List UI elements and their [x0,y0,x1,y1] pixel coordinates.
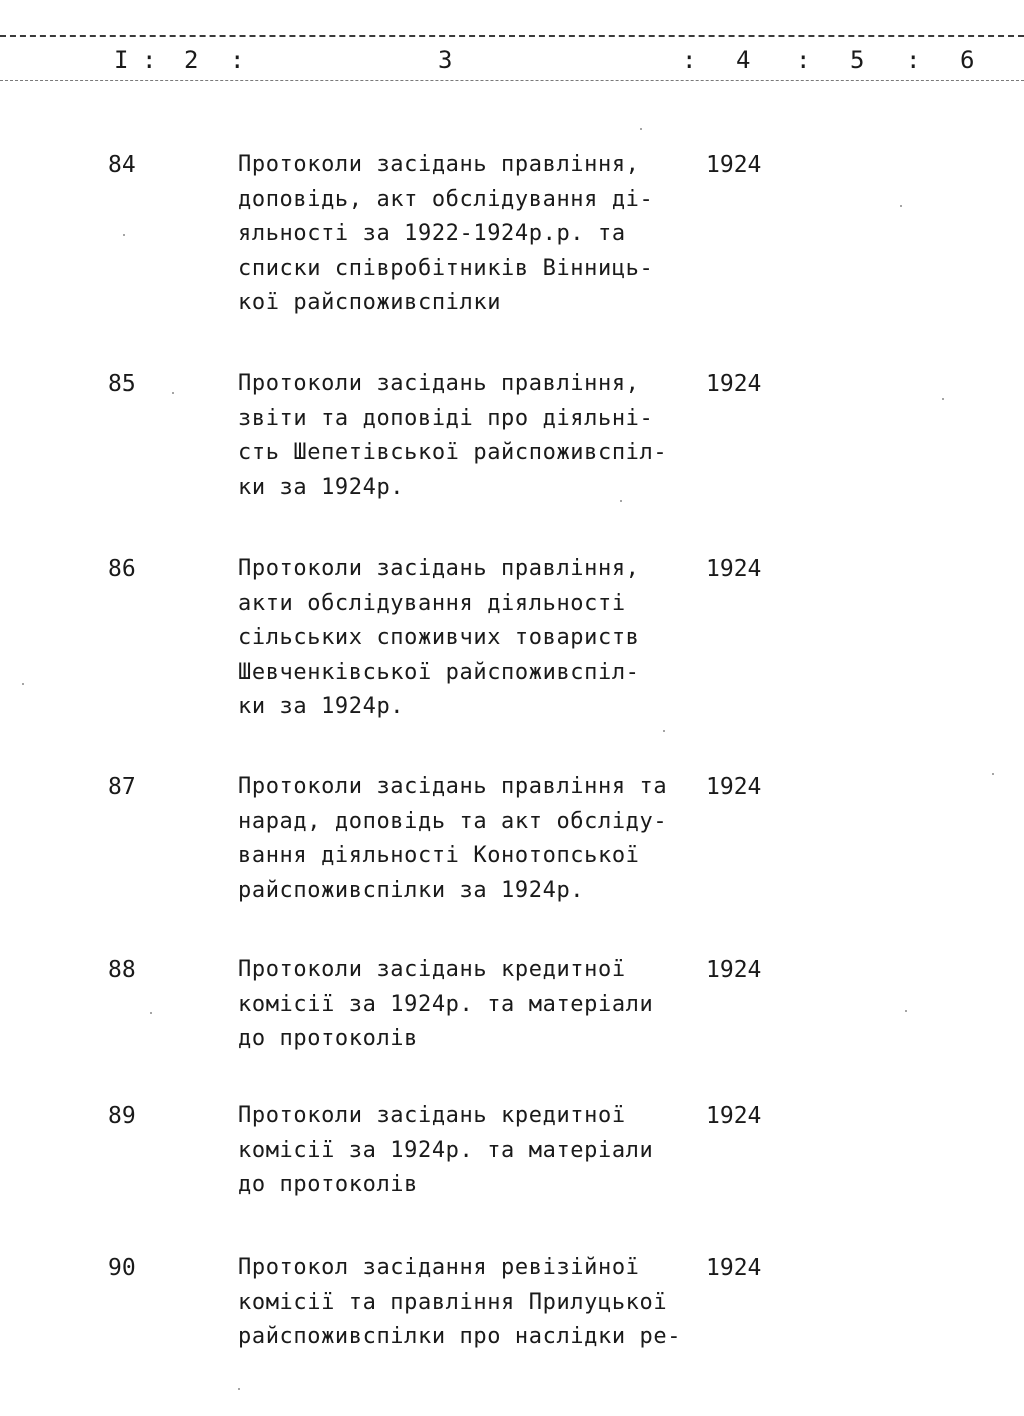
description-line: яльності за 1922-1924р.р. та [238,221,626,246]
entry-year: 1924 [706,152,762,178]
header-top-rule [0,35,1024,37]
entry-description [238,552,698,725]
entry-year: 1924 [706,556,762,582]
column-header-1: I [114,46,129,74]
entry-number: 86 [108,556,136,582]
description-line: акти обслідування діяльності [238,590,626,616]
scan-speck [942,398,944,400]
entry-year: 1924 [706,1255,762,1281]
column-header-2: 2 [184,46,199,74]
description-line: комісії та правління Прилуцької [238,1289,668,1315]
entry-description [238,148,698,321]
header-bottom-rule [0,80,1024,81]
description-line: до протоколів [238,1172,418,1197]
entry-year: 1924 [706,371,762,397]
scan-speck [900,205,902,207]
description-line: вання діяльності Конотопської [238,843,640,868]
entry-description [238,770,698,908]
description-line: списки співробітників Вінниць- [238,255,654,281]
description-line: ки за 1924р. [238,694,405,719]
description-line: райспоживспілки про наслідки ре- [238,1324,682,1349]
description-line: Шевченківської райспоживспіл- [238,659,640,685]
description-line: сть Шепетівської райспоживспіл- [238,440,668,465]
column-separator: : [796,46,811,74]
column-separator: : [906,46,921,74]
column-header-6: 6 [960,46,975,74]
entry-description [238,367,698,505]
scan-speck [905,1010,907,1012]
entry-number: 84 [108,152,136,178]
description-line: райспоживспілки за 1924р. [238,877,585,903]
column-separator: : [682,46,697,74]
description-line: Протоколи засідань кредитної [238,957,626,982]
entry-number: 89 [108,1103,136,1129]
entry-year: 1924 [706,774,762,800]
description-line: сільських споживчих товариств [238,625,640,650]
column-header-3: 3 [438,46,453,74]
entry-description [238,953,698,1057]
scan-speck [992,773,994,775]
entry-description [238,1251,698,1355]
column-separator: : [142,46,157,74]
description-line: комісії за 1924р. та матеріали [238,1137,654,1163]
description-line: доповідь, акт обслідування ді- [238,186,654,212]
scan-speck [123,234,125,236]
scan-speck [238,1388,240,1390]
entry-number: 85 [108,371,136,397]
scan-speck [620,500,622,502]
entry-number: 88 [108,957,136,983]
scan-speck [150,1012,152,1014]
column-separator: : [230,46,245,74]
entry-year: 1924 [706,1103,762,1129]
description-line: ки за 1924р. [238,474,405,500]
description-line: Протоколи засідань кредитної [238,1103,626,1128]
description-line: Протокол засідання ревізійної [238,1255,640,1280]
description-line: до протоколів [238,1026,418,1051]
description-line: Протоколи засідань правління та [238,774,668,799]
description-line: комісії за 1924р. та матеріали [238,991,654,1017]
description-line: Протоколи засідань правління, [238,152,640,177]
entry-number: 90 [108,1255,136,1281]
scan-speck [640,128,642,130]
description-line: нарад, доповідь та акт обсліду- [238,808,668,834]
description-line: кої райспоживспілки [238,290,502,315]
entry-description [238,1099,698,1203]
entry-year: 1924 [706,957,762,983]
scan-speck [663,730,665,732]
entry-number: 87 [108,774,136,800]
scan-speck [172,392,174,394]
description-line: Протоколи засідань правління, [238,371,640,396]
column-header-5: 5 [850,46,865,74]
description-line: Протоколи засідань правління, [238,556,640,581]
scan-speck [22,683,24,685]
column-header-4: 4 [736,46,751,74]
description-line: звіти та доповіді про діяльні- [238,405,654,431]
